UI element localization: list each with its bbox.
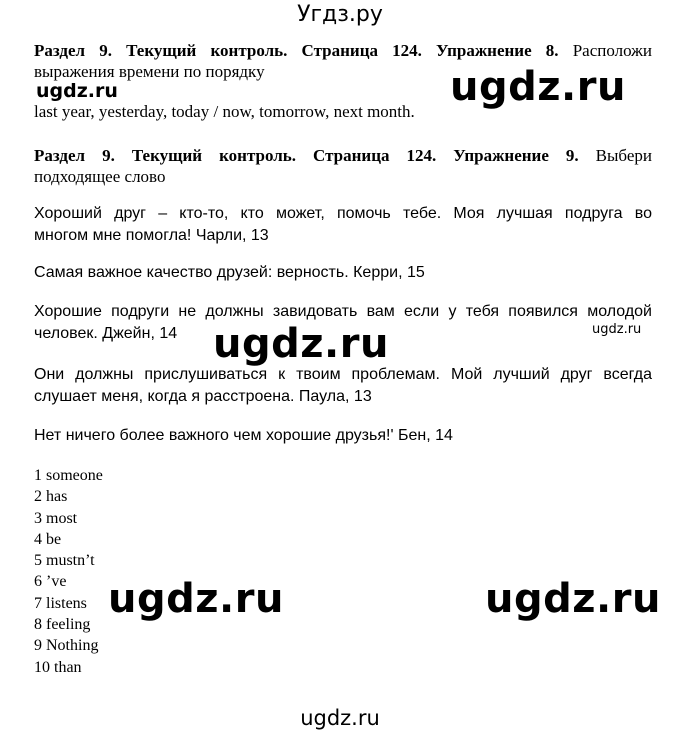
watermark: ugdz.ru bbox=[213, 321, 389, 367]
exercise-8-instruction-1: Расположи bbox=[572, 41, 653, 60]
answers-list bbox=[34, 465, 103, 678]
answer-item: 4 be bbox=[34, 530, 62, 548]
answer-item: 2 has bbox=[34, 488, 68, 506]
answer-item: 7 listens bbox=[34, 594, 87, 612]
text-kerry bbox=[34, 262, 652, 283]
text-line: Они должны прислушиваться к твоим проблемам. Мой лучший друг всегда bbox=[34, 366, 652, 383]
text-line: Нет ничего более важного чем хорошие друзья!' Бен, 14 bbox=[34, 427, 453, 444]
site-title: Угдз.ру bbox=[297, 2, 383, 27]
exercise-9-instruction-2: подходящее слово bbox=[34, 167, 166, 186]
text-line: Хорошие подруги не должны завидовать вам если у тебя появился молодой bbox=[34, 303, 652, 320]
exercise-9-instruction-1: Выбери bbox=[595, 146, 653, 165]
watermark: ugdz.ru bbox=[36, 80, 118, 102]
footer-site-name: ugdz.ru bbox=[300, 706, 380, 730]
exercise-8-heading: Раздел 9. Текущий контроль. Страница 124. Упражнение 8. bbox=[34, 41, 559, 60]
text-line: слушает меня, когда я расстроена. Паула, 13 bbox=[34, 388, 372, 405]
text-paula bbox=[34, 364, 652, 408]
answer-item: 5 mustn’t bbox=[34, 552, 95, 570]
watermark: ugdz.ru bbox=[485, 576, 661, 622]
watermark: ugdz.ru bbox=[592, 322, 642, 337]
text-chartie bbox=[34, 203, 652, 247]
answer-item: 9 Nothing bbox=[34, 637, 99, 655]
text-line: человек. Джейн, 14 bbox=[34, 325, 178, 342]
answer-item: 10 than bbox=[34, 658, 82, 676]
text-line: Хороший друг – кто-то, кто может, помочь тебе. Моя лучшая подруга во bbox=[34, 205, 652, 222]
answer-item: 1 someone bbox=[34, 467, 103, 484]
text-ben bbox=[34, 425, 652, 446]
watermark: ugdz.ru bbox=[108, 576, 284, 622]
exercise-9-heading: Раздел 9. Текущий контроль. Страница 124. Упражнение 9. bbox=[34, 146, 579, 165]
exercise-8-answer: last year, yesterday, today / now, tomorrow, next month. bbox=[34, 102, 415, 121]
exercise-8-instruction-2: выражения времени по порядку bbox=[34, 62, 265, 81]
text-line: Самая важное качество друзей: верность. Керри, 15 bbox=[34, 264, 425, 281]
watermark: ugdz.ru bbox=[450, 64, 626, 110]
exercise-9-block bbox=[34, 145, 652, 187]
answer-item: 8 feeling bbox=[34, 616, 91, 634]
answer-item: 6 ’ve bbox=[34, 573, 67, 591]
text-line: многом мне помогла! Чарли, 13 bbox=[34, 227, 269, 244]
answer-item: 3 most bbox=[34, 509, 78, 527]
